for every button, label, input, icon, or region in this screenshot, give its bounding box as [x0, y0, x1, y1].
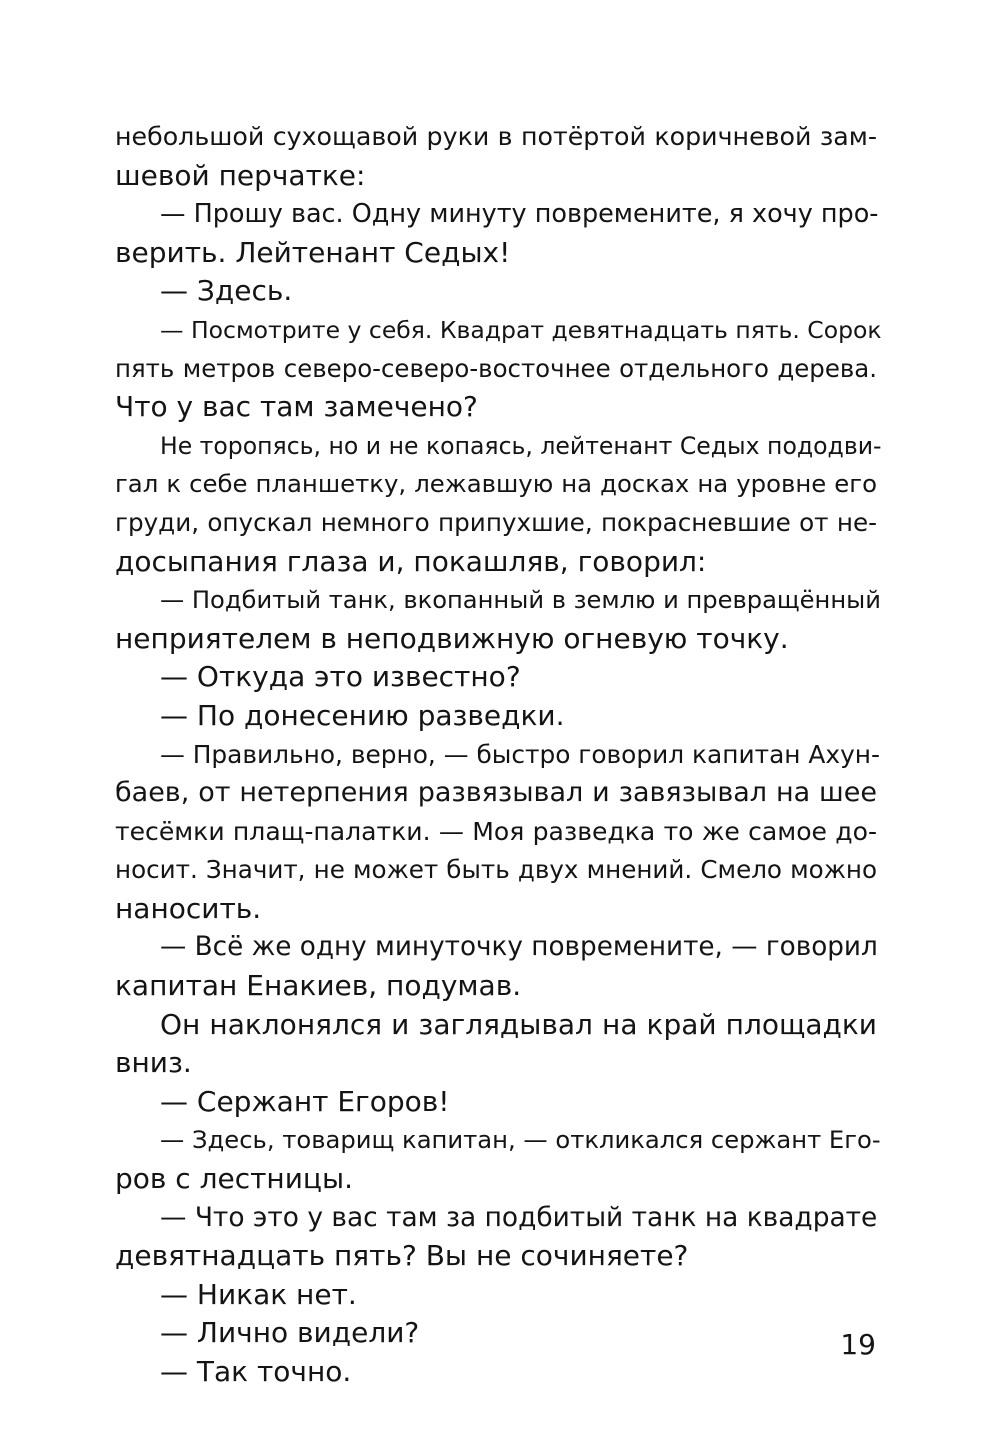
text-line: шевой перчатке: — [115, 158, 366, 192]
text-line: груди, опускал немного припухшие, покрасневшие от не- — [115, 507, 877, 537]
text-line: Что у вас там замечено? — [115, 390, 478, 424]
text-line: — Всё же одну минуточку повремените, — говорил — [160, 932, 878, 963]
text-line: — Прошу вас. Одну минуту повремените, я хочу про- — [160, 199, 879, 230]
text-line: — Здесь. — [160, 274, 293, 308]
text-line: небольшой сухощавой руки в потёртой коричневой зам- — [115, 122, 877, 151]
text-line: носит. Значит, не может быть двух мнений. Смело можно — [115, 855, 877, 885]
text-line: — Сержант Егоров! — [160, 1084, 450, 1118]
text-line: ров с лестницы. — [115, 1162, 353, 1196]
body-text — [115, 118, 882, 1392]
text-line: капитан Енакиев, подумав. — [115, 969, 522, 1003]
text-line: — Что это у вас там за подбитый танк на квадрате — [160, 1201, 878, 1233]
text-line: пять метров северо-северо-восточнее отдельного дерева. — [115, 353, 877, 383]
text-line: — По донесению разведки. — [160, 698, 565, 732]
text-line: — Подбитый танк, вкопанный в землю и превращённый — [160, 586, 881, 615]
text-line: баев, от нетерпения развязывал и завязывал на шее — [115, 777, 877, 809]
page-number: 19 — [840, 1328, 876, 1361]
text-line: наносить. — [115, 891, 262, 925]
text-line: неприятелем в неподвижную огневую точку. — [115, 621, 789, 655]
text-line: — Здесь, товарищ капитан, — откликался сержант Его- — [160, 1125, 881, 1155]
text-line: — Лично видели? — [160, 1316, 420, 1350]
text-line: гал к себе планшетку, лежавшую на досках на уровне его — [115, 469, 877, 499]
text-line: — Правильно, верно, — быстро говорил капитан Ахун- — [160, 739, 880, 769]
text-line: — Посмотрите у себя. Квадрат девятнадцать пять. Сорок — [160, 315, 882, 344]
text-line: верить. Лейтенант Седых! — [115, 235, 511, 269]
text-line: тесёмки плащ-палатки. — Моя разведка то же самое до- — [115, 816, 877, 846]
text-line: девятнадцать пять? Вы не сочиняете? — [115, 1239, 689, 1273]
text-line: Не торопясь, но и не копаясь, лейтенант Седых пододви- — [160, 431, 882, 460]
text-line: — Так точно. — [160, 1355, 352, 1388]
text-line: — Откуда это известно? — [160, 660, 521, 694]
text-line: — Никак нет. — [160, 1277, 357, 1311]
text-line: досыпания глаза и, покашляв, говорил: — [115, 544, 707, 578]
text-line: Он наклонялся и заглядывал на край площадки — [160, 1007, 877, 1041]
text-line: вниз. — [115, 1046, 192, 1080]
